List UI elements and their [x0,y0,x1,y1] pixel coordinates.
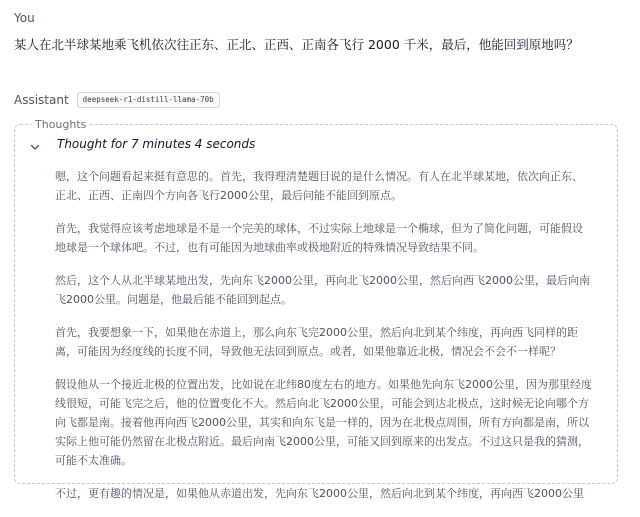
assistant-label: Assistant [14,92,69,107]
thought-paragraph: 然后，这个人从北半球某地出发，先向东飞2000公里，再向北飞2000公里，然后向西飞2000公里，最后向南飞2000公里。问题是，他最后能不能回到起点。 [55,274,590,306]
thought-paragraph: 首先，我觉得应该考虑地球是不是一个完美的球体，不过实际上地球是一个椭球，但为了简化问题，可能假设地球是一个球体吧。不过，也有可能因为地球曲率或极地附近的特殊情况导致结果不同。 [55,222,583,254]
chevron-down-icon[interactable] [29,138,41,150]
thoughts-panel [14,118,618,500]
thought-toggle[interactable] [29,137,255,151]
model-badge: deepseek-r1-distill-llama-70b [77,92,220,108]
thought-paragraph: 首先，我要想象一下，如果他在赤道上，那么向东飞完2000公里，然后向北到某个纬度，再向西飞同样的距离，可能因为经度线的长度不同，导致他无法回到原点。或者，如果他靠近北极，情况会不会不一样呢？ [55,326,578,358]
thought-paragraph: 嗯，这个问题看起来挺有意思的。首先，我得理清楚题目说的是什么情况。有人在北半球某地，依次向正东、正北、正西、正南四个方向各飞行2000公里，最后问能不能回到原点。 [55,170,583,202]
thought-paragraph: 假设他从一个接近北极的位置出发，比如说在北纬80度左右的地方。如果他先向东飞2000公里，因为那里经度线很短，可能飞完之后，他的位置变化不大。然后向北飞2000公里，可能会到达北极点，这时候无论向哪个方向飞都是南。接着他再向西飞2000公里，其实和向东飞是一样的，因为在北极点周围，所有方向都是南，所以实际上他可能仍然留在北极点附近。最后向南飞2000公里，可能又回到原来的出发点。不过这只是我的猜测，可能不太准确。 [55,378,592,467]
assistant-header [14,92,220,108]
user-label: You [14,11,35,25]
thought-body [55,167,593,517]
user-message: 某人在北半球某地乘飞机依次往正东、正北、正西、正南各飞行 2000 千米，最后，他能回到原地吗？ [14,37,579,52]
thoughts-legend: Thoughts [31,117,90,132]
thought-paragraph: 不过，更有趣的情况是，如果他从赤道出发，先向东飞2000公里，然后向北到某个纬度，再向西飞2000公里 [55,487,584,500]
thought-title: Thought for 7 minutes 4 seconds [57,137,256,151]
